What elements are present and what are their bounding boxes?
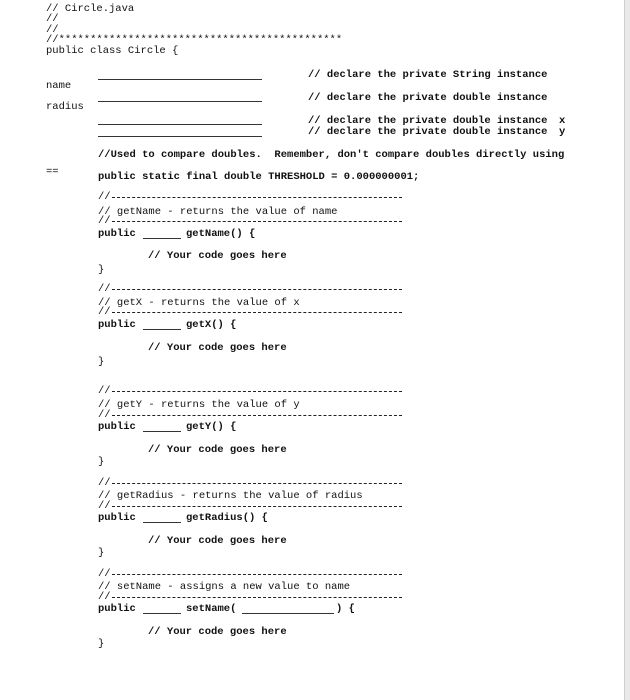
separator-line bbox=[112, 391, 402, 392]
method-signature-end: ) { bbox=[336, 603, 355, 615]
field-blank-name bbox=[98, 79, 262, 80]
keyword-public: public bbox=[98, 421, 136, 433]
method-comment: // getX - returns the value of x bbox=[98, 297, 300, 309]
comment-line: // bbox=[46, 24, 59, 36]
field-var-x: x bbox=[559, 115, 566, 127]
separator-prefix: // bbox=[98, 306, 111, 318]
closing-brace: } bbox=[98, 638, 105, 650]
return-type-blank bbox=[143, 431, 181, 432]
separator-line bbox=[112, 312, 402, 313]
field-blank-y bbox=[98, 136, 262, 137]
field-comment: // declare the private String instance bbox=[308, 69, 548, 81]
code-placeholder: // Your code goes here bbox=[148, 535, 287, 547]
method-signature: setName( bbox=[186, 603, 237, 615]
separator-prefix: // bbox=[98, 500, 111, 512]
field-comment: // declare the private double instance bbox=[308, 92, 548, 104]
field-blank-radius bbox=[98, 101, 262, 102]
field-comment: // declare the private double instance bbox=[308, 115, 548, 127]
separator-prefix: // bbox=[98, 591, 111, 603]
code-placeholder: // Your code goes here bbox=[148, 444, 287, 456]
keyword-public: public bbox=[98, 603, 136, 615]
method-comment: // getRadius - returns the value of radius bbox=[98, 490, 363, 502]
closing-brace: } bbox=[98, 547, 105, 559]
separator-prefix: // bbox=[98, 385, 111, 397]
separator-line bbox=[112, 483, 402, 484]
separator-line bbox=[112, 574, 402, 575]
closing-brace: } bbox=[98, 264, 105, 276]
separator-prefix: // bbox=[98, 409, 111, 421]
label-name: name bbox=[46, 80, 72, 92]
threshold-comment: //Used to compare doubles. Remember, don't compare doubles directly using bbox=[98, 149, 565, 161]
label-equals: == bbox=[46, 166, 59, 178]
label-radius: radius bbox=[46, 101, 84, 113]
separator-line bbox=[112, 197, 402, 198]
method-comment: // getName - returns the value of name bbox=[98, 206, 338, 218]
separator-line bbox=[112, 289, 402, 290]
comment-line: // bbox=[46, 13, 59, 25]
method-signature: getX() { bbox=[186, 319, 237, 331]
separator-prefix: // bbox=[98, 283, 111, 295]
separator-prefix: // bbox=[98, 191, 111, 203]
return-type-blank bbox=[143, 329, 181, 330]
star-rule: //********************************************* bbox=[46, 34, 343, 46]
separator-line bbox=[112, 506, 402, 507]
separator-line bbox=[112, 415, 402, 416]
keyword-public: public bbox=[98, 319, 136, 331]
method-comment: // setName - assigns a new value to name bbox=[98, 581, 351, 593]
parameter-blank bbox=[242, 613, 334, 614]
method-comment: // getY - returns the value of y bbox=[98, 399, 300, 411]
closing-brace: } bbox=[98, 456, 105, 468]
return-type-blank bbox=[143, 613, 181, 614]
file-comment: // Circle.java bbox=[46, 3, 135, 15]
field-var-y: y bbox=[559, 126, 566, 138]
method-signature: getName() { bbox=[186, 228, 256, 240]
return-type-blank bbox=[143, 522, 181, 523]
method-signature: getRadius() { bbox=[186, 512, 268, 524]
return-type-blank bbox=[143, 238, 181, 239]
class-declaration: public class Circle { bbox=[46, 45, 179, 57]
keyword-public: public bbox=[98, 228, 136, 240]
separator-prefix: // bbox=[98, 568, 111, 580]
separator-line bbox=[112, 597, 402, 598]
method-signature: getY() { bbox=[186, 421, 237, 433]
closing-brace: } bbox=[98, 356, 105, 368]
keyword-public: public bbox=[98, 512, 136, 524]
separator-line bbox=[112, 221, 402, 222]
separator-prefix: // bbox=[98, 215, 111, 227]
threshold-code: public static final double THRESHOLD = 0.000000001; bbox=[98, 171, 420, 183]
field-comment: // declare the private double instance bbox=[308, 126, 548, 138]
field-blank-x bbox=[98, 124, 262, 125]
code-placeholder: // Your code goes here bbox=[148, 250, 287, 262]
code-placeholder: // Your code goes here bbox=[148, 342, 287, 354]
code-placeholder: // Your code goes here bbox=[148, 626, 287, 638]
separator-prefix: // bbox=[98, 477, 111, 489]
